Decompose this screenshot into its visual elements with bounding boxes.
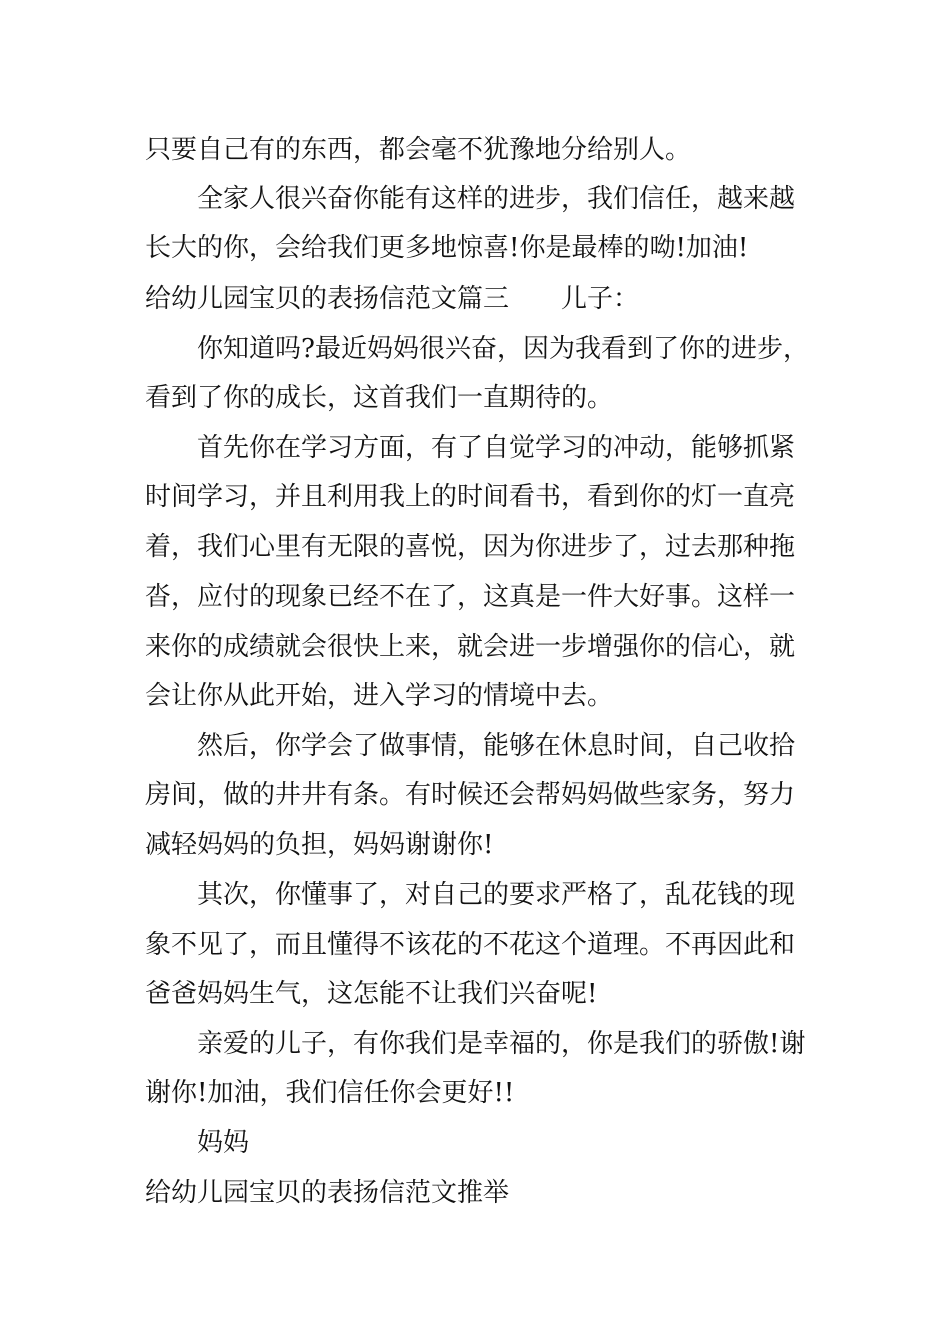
section-heading: 给幼儿园宝贝的表扬信范文推举 bbox=[145, 1178, 510, 1208]
text-line: 沓，应付的现象已经不在了，这真是一件大好事。这样一 bbox=[145, 582, 796, 612]
text-line: 首先你在学习方面，有了自觉学习的冲动，能够抓紧 bbox=[197, 433, 796, 463]
text-line: 象不见了，而且懂得不该花的不花这个道理。不再因此和 bbox=[145, 930, 796, 960]
text-line: 你知道吗?最近妈妈很兴奋，因为我看到了你的进步， bbox=[197, 334, 809, 364]
text-line: 减轻妈妈的负担，妈妈谢谢你! bbox=[145, 830, 494, 860]
text-line: 其次，你懂事了，对自己的要求严格了，乱花钱的现 bbox=[197, 880, 796, 910]
text-line: 看到了你的成长，这首我们一直期待的。 bbox=[145, 383, 614, 413]
text-line: 然后，你学会了做事情，能够在休息时间，自己收拾 bbox=[197, 731, 796, 761]
text-line: 长大的你，会给我们更多地惊喜!你是最棒的呦!加油! bbox=[145, 233, 749, 263]
signature: 妈妈 bbox=[197, 1128, 250, 1158]
text-line: 会让你从此开始，进入学习的情境中去。 bbox=[145, 681, 614, 711]
text-line: 亲爱的儿子，有你我们是幸福的，你是我们的骄傲!谢 bbox=[197, 1029, 806, 1059]
text-line: 谢你!加油，我们信任你会更好!! bbox=[145, 1078, 515, 1108]
text-line: 只要自己有的东西，都会毫不犹豫地分给别人。 bbox=[145, 135, 692, 165]
text-line: 时间学习，并且利用我上的时间看书，看到你的灯一直亮 bbox=[145, 482, 796, 512]
text-line: 全家人很兴奋你能有这样的进步，我们信任，越来越 bbox=[197, 184, 796, 214]
text-line: 着，我们心里有无限的喜悦，因为你进步了，过去那种拖 bbox=[145, 532, 796, 562]
text-line: 来你的成绩就会很快上来，就会进一步增强你的信心，就 bbox=[145, 632, 796, 662]
section-heading: 给幼儿园宝贝的表扬信范文篇三 儿子： bbox=[145, 284, 640, 314]
text-line: 爸爸妈妈生气，这怎能不让我们兴奋呢! bbox=[145, 979, 598, 1009]
text-line: 房间，做的井井有条。有时候还会帮妈妈做些家务，努力 bbox=[145, 780, 796, 810]
